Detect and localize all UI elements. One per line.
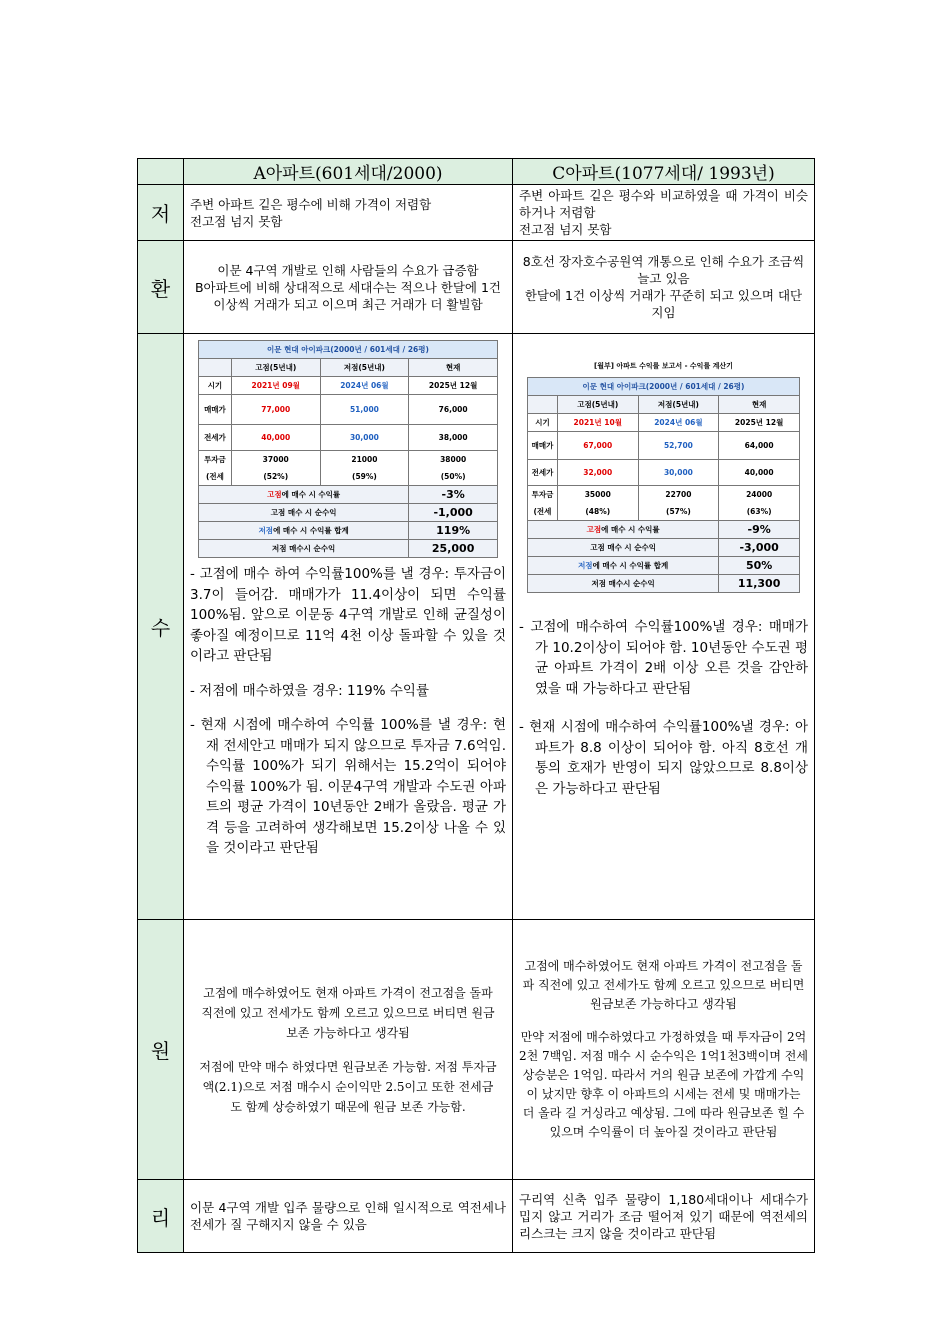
amount: 38000 bbox=[440, 455, 467, 464]
won-c-cell bbox=[513, 920, 815, 1180]
amount: 24000 bbox=[746, 490, 773, 499]
cell-value: 2021년 09월 bbox=[231, 377, 320, 395]
ratio: (52%) bbox=[263, 472, 289, 481]
ratio: (59%) bbox=[352, 472, 377, 481]
amount: 21000 bbox=[351, 455, 378, 464]
cell-value bbox=[638, 486, 719, 521]
summary-value: -3,000 bbox=[719, 539, 800, 557]
won-a-cell bbox=[184, 920, 513, 1180]
su-c-cell bbox=[513, 334, 815, 920]
header-corner bbox=[138, 159, 184, 185]
comparison-table bbox=[137, 158, 815, 1253]
col-head: 저점(5년내) bbox=[320, 359, 409, 377]
summary-value: 50% bbox=[719, 557, 800, 575]
ratio: (57%) bbox=[666, 507, 691, 516]
summary-label-pre: 고점 bbox=[267, 490, 282, 499]
summary-value: 25,000 bbox=[409, 540, 498, 558]
row-label-hwan: 환 bbox=[138, 241, 184, 334]
cell-value: 2024년 06월 bbox=[638, 414, 719, 432]
row-head: 시기 bbox=[528, 414, 558, 432]
summary-label-post: 저점 매수시 순수익 bbox=[272, 544, 336, 553]
summary-value: 11,300 bbox=[719, 575, 800, 593]
summary-label-post: 에 매수 시 수익률 합계 bbox=[273, 526, 349, 535]
cell-value: 67,000 bbox=[557, 432, 638, 460]
calc-caption: [월부] 아파트 수익률 보고서 - 수익률 계산기 bbox=[594, 362, 733, 370]
amount: 22700 bbox=[665, 490, 692, 499]
summary-label-pre: 고점 bbox=[586, 525, 602, 534]
won-a-paragraph: 저점에 만약 매수 하였다면 원금보존 가능함. 저점 투자금액(2.1)으로 저점 매수시 순이익만 2.5이고 또한 전세금도 함께 상승하였기 때문에 원금 보존 가능함. bbox=[199, 1059, 497, 1114]
summary-label bbox=[528, 557, 719, 575]
won-c-paragraph: 만약 저점에 매수하였다고 가정하였을 때 투자금이 2억 2천 7백임. 저점 매수 시 순수익은 1억1천3백이며 전세 상승분은 1억임. 따라서 거의 원금 보존에 가깝게 수익이 났지만 향후 이 아파트의 시세는 전세 및 매매가는 더 올라 길 거싱라고 예상됨. 그에 따라 원금보존 힐 수 있으며 수익률이 더 높아질 것이라고 판단됨 bbox=[519, 1030, 808, 1139]
cell-value: 52,700 bbox=[638, 432, 719, 460]
summary-label bbox=[199, 486, 409, 504]
summary-label bbox=[199, 504, 409, 522]
cell-value bbox=[231, 451, 320, 486]
row-ri bbox=[138, 1180, 815, 1253]
amount: 35000 bbox=[584, 490, 611, 499]
row-head: 전세가 bbox=[528, 460, 558, 486]
won-c-paragraph: 고점에 매수하였어도 현재 아파트 가격이 전고점을 돌파 직전에 있고 전세가도 함께 오르고 있으므로 버티면 원금보존 가능하다고 생각됨 bbox=[522, 959, 805, 1011]
cell-value: 51,000 bbox=[320, 395, 409, 425]
row-label-jeo: 저 bbox=[138, 185, 184, 241]
row-jeo bbox=[138, 185, 815, 241]
row-won bbox=[138, 920, 815, 1180]
cell-value: 38,000 bbox=[409, 425, 498, 451]
cell-value bbox=[719, 486, 800, 521]
ri-c-cell: 구리역 신축 입주 물량이 1,180세대이나 세대수가 밉지 않고 거리가 조금 떨어져 있기 때문에 역전세의 리스크는 크지 않을 것이라고 판단됨 bbox=[513, 1180, 815, 1253]
summary-label-post: 에 매수 시 수익률 bbox=[601, 525, 660, 534]
cell-value: 77,000 bbox=[231, 395, 320, 425]
col-head: 현재 bbox=[719, 396, 800, 414]
ri-a-cell: 이문 4구역 개발 입주 물량으로 인해 일시적으로 역전세나 전세가 질 구해지지 않을 수 있음 bbox=[184, 1180, 513, 1253]
su-a-paragraph: - 고점에 매수 하여 수익률100%를 낼 경우: 투자금이 3.7이 들어감. 매매가가 11.4이상이 되면 수익률100%됨. 앞으로 이문동 4구역 개발로 인해 균질성이 좋아질 예정이므로 11억 4천 이상 돌파할 수 있을 것이라고 판단됨 bbox=[190, 566, 506, 664]
cell-value: 2024년 06월 bbox=[320, 377, 409, 395]
summary-label-pre: 저점 bbox=[258, 526, 274, 535]
header-apartment-a: A아파트(601세대/2000) bbox=[184, 159, 513, 185]
row-head: 투자금(전세 bbox=[528, 486, 558, 521]
cell-value: 2025년 12월 bbox=[409, 377, 498, 395]
summary-label bbox=[199, 540, 409, 558]
jeo-c-cell bbox=[513, 185, 815, 241]
row-label-won: 원 bbox=[138, 920, 184, 1180]
su-c-paragraph: - 고점에 매수하여 수익률100%낼 경우: 매매가가 10.2이상이 되어야 함. 10년동안 수도권 평균 아파트 가격이 2배 이상 오른 것을 감안하였을 때 가능하다고 판단됨 bbox=[519, 619, 808, 697]
summary-value: -1,000 bbox=[409, 504, 498, 522]
summary-label-post: 고점 매수 시 순수익 bbox=[590, 543, 657, 552]
summary-label bbox=[528, 539, 719, 557]
profit-calc-snapshot-a bbox=[198, 340, 498, 558]
summary-label bbox=[528, 521, 719, 539]
jeo-a-cell bbox=[184, 185, 513, 241]
summary-value: -9% bbox=[719, 521, 800, 539]
hwan-a-cell bbox=[184, 241, 513, 334]
amount: 37000 bbox=[262, 455, 289, 464]
jeo-a-line: 전고점 넘지 못함 bbox=[190, 213, 283, 229]
calc-title: 이문 현대 아이파크(2000년 / 601세대 / 26평) bbox=[199, 341, 498, 359]
cell-value: 76,000 bbox=[409, 395, 498, 425]
su-c-text bbox=[519, 617, 808, 799]
header-apartment-c: C아파트(1077세대/ 1993년) bbox=[513, 159, 815, 185]
hwan-a-line: B아파트에 비해 상대적으로 세대수는 적으나 한달에 1건 이상씩 거래가 되고 이으며 최근 거래가 더 활빌함 bbox=[194, 279, 502, 312]
cell-value: 30,000 bbox=[320, 425, 409, 451]
cell-value: 64,000 bbox=[719, 432, 800, 460]
row-label-ri: 리 bbox=[138, 1180, 184, 1253]
hwan-a-line: 이문 4구역 개발로 인해 사람들의 수요가 급증함 bbox=[217, 262, 479, 278]
row-head: 매매가 bbox=[528, 432, 558, 460]
jeo-a-line: 주변 아파트 깉은 평수에 비해 가격이 저렴함 bbox=[190, 196, 432, 212]
summary-label-pre: 저점 bbox=[578, 561, 593, 570]
hwan-c-line: 한달에 1건 이상씩 거래가 꾸준히 되고 있으며 대단지임 bbox=[524, 288, 803, 320]
col-head: 고점(5년내) bbox=[231, 359, 320, 377]
su-a-text bbox=[190, 564, 506, 859]
su-c-paragraph: - 현재 시점에 매수하여 수익률100%낼 경우: 아파트가 8.8 이상이 되어야 함. 아직 8호선 개통의 호재가 반영이 되지 않았으므로 8.8이상은 가능하다고 판단됨 bbox=[519, 719, 808, 797]
summary-value: -3% bbox=[409, 486, 498, 504]
cell-value: 32,000 bbox=[557, 460, 638, 486]
ratio: (63%) bbox=[746, 507, 772, 516]
summary-label-post: 저점 매수시 순수익 bbox=[591, 579, 655, 588]
jeo-c-line: 전고점 넘지 못함 bbox=[519, 222, 612, 237]
su-a-paragraph: - 현재 시점에 매수하여 수익률 100%를 낼 경우: 현재 전세안고 매매가 되지 않으므로 투자금 7.6억임. 수익률 100%가 되기 위해서는 15.2억이 되어야 수익률 100%가 됨. 이문4구역 개발과 수도권 아파트의 평균 가격이 10년동안 2배가 올랐음. 평균 가격 등을 고려하여 생각해보면 15.2이상 나올 수 있을 것이라고 판단됨 bbox=[190, 717, 506, 856]
col-head: 현재 bbox=[409, 359, 498, 377]
ratio: (48%) bbox=[585, 507, 611, 516]
cell-value: 2021년 10월 bbox=[557, 414, 638, 432]
su-a-paragraph: - 저점에 매수하였을 경우: 119% 수익률 bbox=[190, 682, 430, 699]
row-head: 투자금(전세 bbox=[199, 451, 232, 486]
su-a-cell bbox=[184, 334, 513, 920]
row-hwan bbox=[138, 241, 815, 334]
summary-label bbox=[528, 575, 719, 593]
hwan-c-line: 8호선 장자호수공원역 개통으로 인해 수요가 조금씩 늘고 있음 bbox=[522, 254, 805, 286]
summary-label-post: 고점 매수 시 순수익 bbox=[270, 508, 337, 517]
row-head: 전세가 bbox=[199, 425, 232, 451]
header-row bbox=[138, 159, 815, 185]
cell-value: 2025년 12월 bbox=[719, 414, 800, 432]
col-head: 고점(5년내) bbox=[557, 396, 638, 414]
cell-value: 40,000 bbox=[231, 425, 320, 451]
jeo-c-line: 주변 아파트 깉은 평수와 비교하였을 때 가격이 비슷하거나 저렴함 bbox=[519, 188, 808, 220]
row-label-su: 수 bbox=[138, 334, 184, 920]
cell-value bbox=[409, 451, 498, 486]
won-a-paragraph: 고점에 매수하였어도 현재 아파트 가격이 전고점을 돌파 직전에 있고 전세가도 함께 오르고 있으므로 버티면 원금보존 가능하다고 생각됨 bbox=[201, 985, 495, 1040]
cell-value bbox=[320, 451, 409, 486]
calc-title: 이문 현대 아이파크(2000년 / 601세대 / 26평) bbox=[528, 378, 800, 396]
row-head: 매매가 bbox=[199, 395, 232, 425]
cell-value: 30,000 bbox=[638, 460, 719, 486]
row-su bbox=[138, 334, 815, 920]
row-head: 시기 bbox=[199, 377, 232, 395]
cell-value: 40,000 bbox=[719, 460, 800, 486]
profit-calc-table-a bbox=[198, 340, 498, 558]
hwan-c-cell bbox=[513, 241, 815, 334]
summary-label-post: 에 매수 시 수익률 bbox=[281, 490, 341, 499]
cell-value bbox=[557, 486, 638, 521]
summary-label-post: 에 매수 시 수익률 합계 bbox=[592, 561, 669, 570]
col-head: 저점(5년내) bbox=[638, 396, 719, 414]
profit-calc-snapshot-c bbox=[527, 358, 800, 593]
summary-value: 119% bbox=[409, 522, 498, 540]
profit-calc-table-c bbox=[527, 377, 800, 593]
ratio: (50%) bbox=[440, 472, 466, 481]
summary-label bbox=[199, 522, 409, 540]
